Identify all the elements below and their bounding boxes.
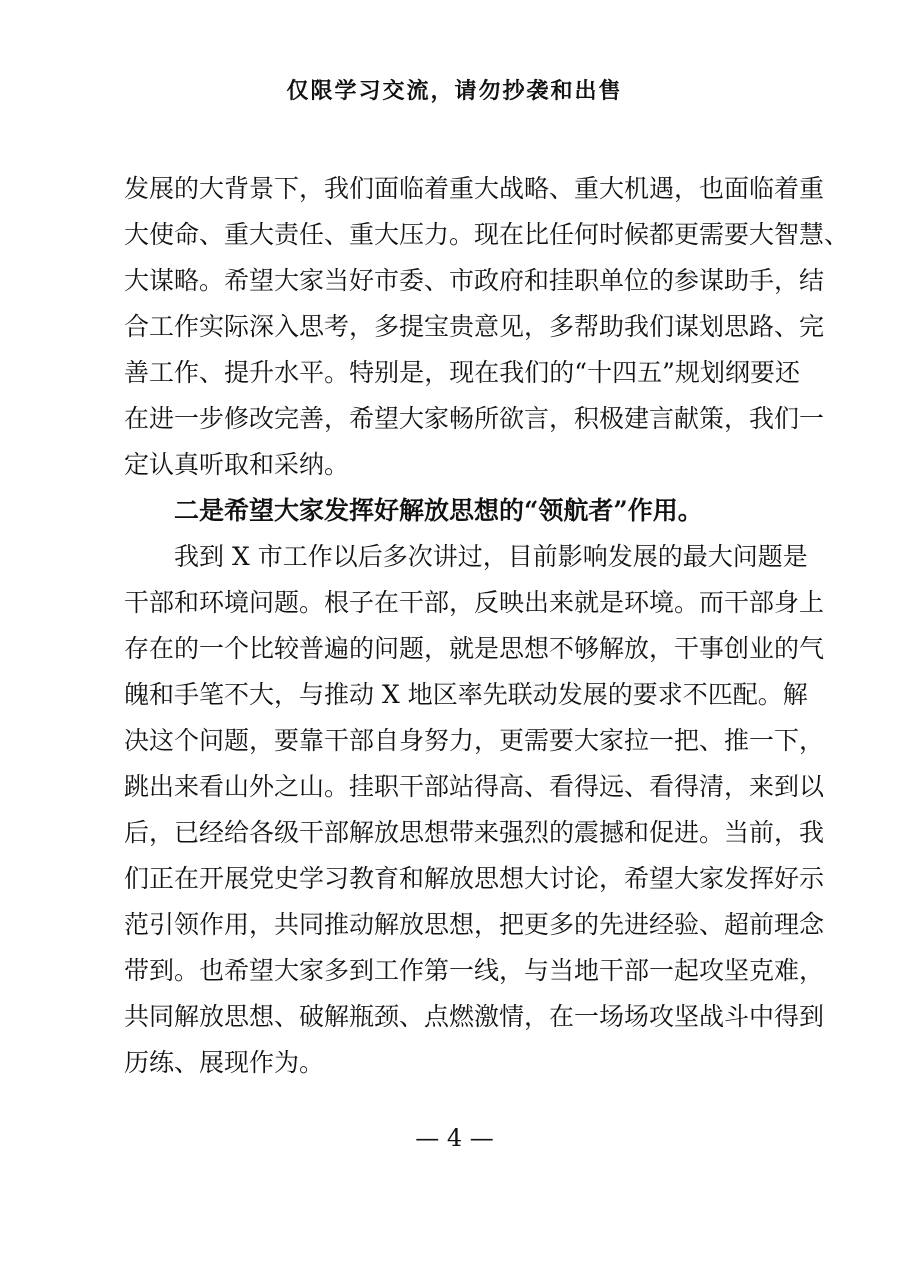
paragraph-2: [124, 534, 825, 1086]
text-line: 合工作实际深入思考，多提宝贵意见，多帮助我们谋划思路、完: [124, 312, 825, 341]
section-heading: 二是希望大家发挥好解放思想的“领航者”作用。: [174, 496, 703, 525]
text-line: 决这个问题，要靠干部自身努力，更需要大家拉一把、推一下，: [124, 726, 825, 755]
text-line: 大谋略。希望大家当好市委、市政府和挂职单位的参谋助手，结: [124, 266, 825, 295]
text-line: 我到 X 市工作以后多次讲过，目前影响发展的最大问题是: [124, 542, 808, 571]
text-line: 们正在开展党史学习教育和解放思想大讨论，希望大家发挥好示: [124, 864, 825, 893]
text-line: 干部和环境问题。根子在干部，反映出来就是环境。而干部身上: [124, 588, 825, 617]
page-number: — 4 —: [415, 1124, 494, 1152]
text-line: 跳出来看山外之山。挂职干部站得高、看得远、看得清，来到以: [124, 772, 825, 801]
text-line: 范引领作用，共同推动解放思想，把更多的先进经验、超前理念: [124, 910, 825, 939]
text-line: 定认真听取和采纳。: [124, 450, 350, 479]
document-body: [124, 166, 850, 1086]
text-line: 魄和手笔不大，与推动 X 地区率先联动发展的要求不匹配。解: [124, 680, 808, 709]
text-line: 存在的一个比较普遍的问题，就是思想不够解放，干事创业的气: [124, 634, 825, 663]
text-line: 历练、展现作为。: [124, 1048, 325, 1077]
page-header: 仅限学习交流，请勿抄袭和出售: [286, 78, 623, 104]
text-line: 后，已经给各级干部解放思想带来强烈的震撼和促进。当前，我: [124, 818, 825, 847]
paragraph-1: [124, 166, 850, 488]
text-line: 带到。也希望大家多到工作第一线，与当地干部一起攻坚克难，: [124, 956, 825, 985]
text-line: 大使命、重大责任、重大压力。现在比任何时候都更需要大智慧、: [124, 220, 850, 249]
text-line: 发展的大背景下，我们面临着重大战略、重大机遇，也面临着重: [124, 174, 825, 203]
text-line: 共同解放思想、破解瓶颈、点燃激情，在一场场攻坚战斗中得到: [124, 1002, 825, 1031]
text-line: 在进一步修改完善，希望大家畅所欲言，积极建言献策，我们一: [124, 404, 825, 433]
text-line: 善工作、提升水平。特别是，现在我们的“十四五”规划纲要还: [124, 358, 800, 387]
